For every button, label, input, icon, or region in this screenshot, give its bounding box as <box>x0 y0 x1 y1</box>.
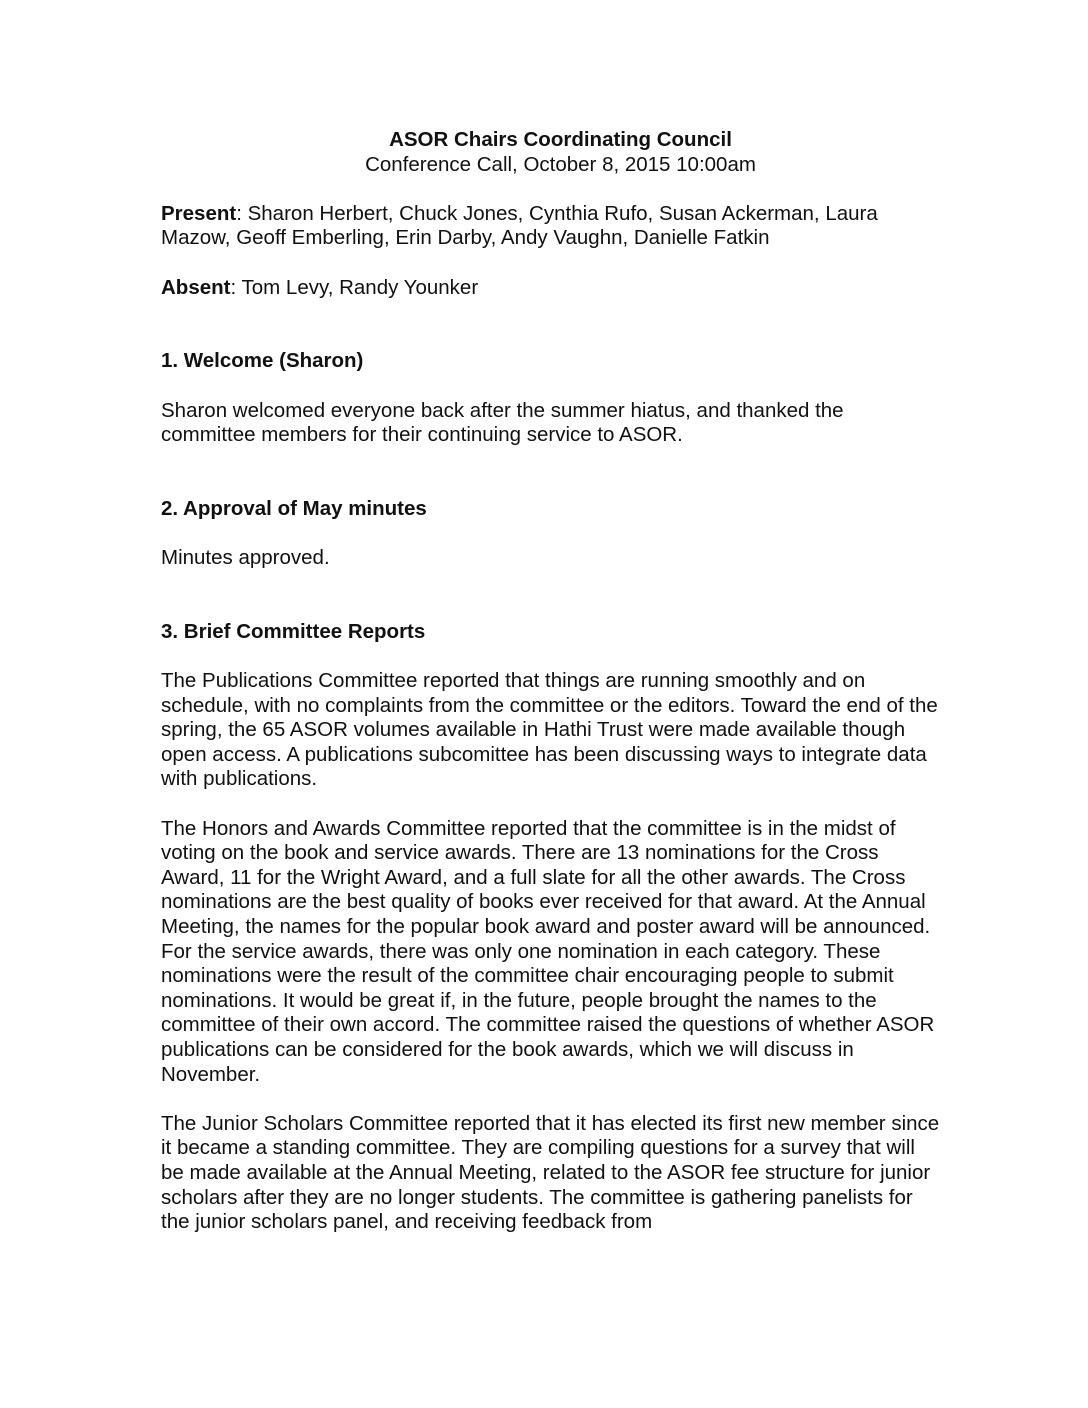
present-paragraph <box>161 202 941 251</box>
absent-paragraph <box>161 276 941 301</box>
document-title: ASOR Chairs Coordinating Council <box>389 128 732 151</box>
present-text: : Sharon Herbert, Chuck Jones, Cynthia Rufo, Susan Ackerman, Laura Mazow, Geoff Emberling, Erin Darby, Andy Vaughn, Danielle Fatkin <box>161 201 878 250</box>
document-page <box>161 128 941 1235</box>
section-heading: 1. Welcome (Sharon) <box>161 349 364 373</box>
title-block <box>180 128 941 177</box>
section-heading: 3. Brief Committee Reports <box>161 619 426 643</box>
document-subtitle: Conference Call, October 8, 2015 10:00am <box>365 152 756 176</box>
section-heading: 2. Approval of May minutes <box>161 496 427 520</box>
section-paragraph: The Publications Committee reported that things are running smoothly and on schedule, with no complaints from the committee or the editors. Toward the end of the spring, the 65 ASOR volumes available in Hathi Trust were made available though open access. A publications subcomittee has been discussing ways to integrate data with publications. <box>161 669 938 791</box>
absent-text: : Tom Levy, Randy Younker <box>230 275 479 299</box>
section-paragraph: The Honors and Awards Committee reported that the committee is in the midst of voting on the book and service awards. There are 13 nominations for the Cross Award, 11 for the Wright Award, and a full slate for all the other awards. The Cross nominations are the best quality of books ever received for that award. At the Annual Meeting, the names for the popular book award and poster award will be announced. For the service awards, there was only one nomination in each category. These nominations were the result of the committee chair encouraging people to submit nominations. It would be great if, in the future, people brought the names to the committee of their own accord. The committee raised the questions of whether ASOR publications can be considered for the book awards, which we will discuss in November. <box>161 816 935 1086</box>
section-paragraph: Sharon welcomed everyone back after the summer hiatus, and thanked the committee members for their continuing service to ASOR. <box>161 398 844 447</box>
present-label: Present <box>161 201 237 225</box>
section-paragraph: Minutes approved. <box>161 546 330 570</box>
section-paragraph: The Junior Scholars Committee reported that it has elected its first new member since it became a standing committee. They are compiling questions for a survey that will be made available at the Annual Meeting, related to the ASOR fee structure for junior scholars after they are no longer students. The committee is gathering panelists for the junior scholars panel, and receiving feedback from <box>161 1111 940 1234</box>
absent-label: Absent <box>161 275 231 299</box>
